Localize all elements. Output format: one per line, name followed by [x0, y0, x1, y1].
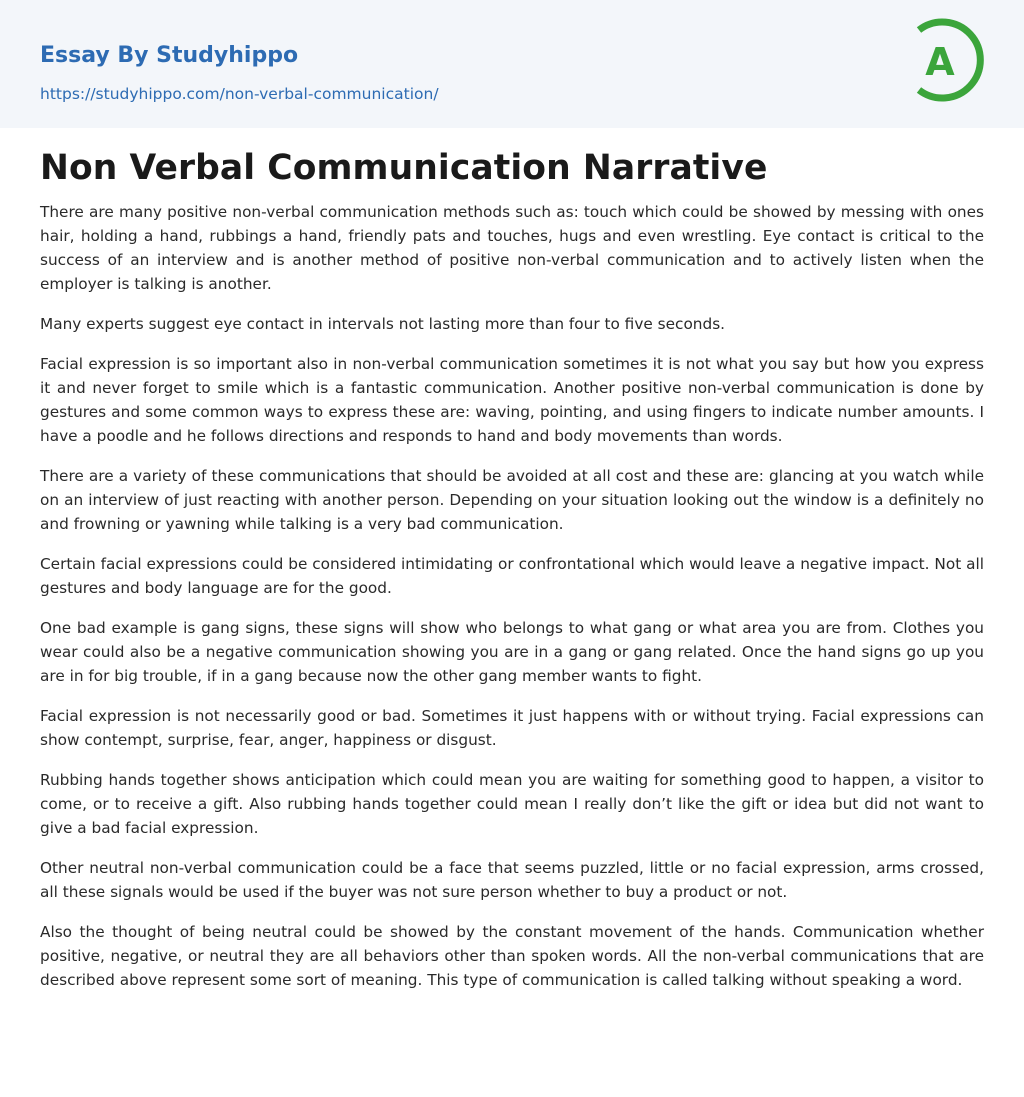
paragraph-1: There are many positive non-verbal communication methods such as: touch which could be showed by messing with ones hair, holding a hand, rubbings a hand, friendly pats and touches, hugs and even wrestling. Eye contact is critical to the success of an interview and is another method of positive non-verbal communication and to actively listen when the employer is talking is another.	[40, 203, 984, 293]
page-title: Non Verbal Communication Narrative	[40, 148, 768, 188]
logo-a-icon[interactable]	[906, 18, 988, 108]
paragraph-2: Many experts suggest eye contact in intervals not lasting more than four to five seconds.	[40, 315, 726, 333]
article-body	[40, 200, 984, 1008]
source-url-link[interactable]: https://studyhippo.com/non-verbal-communication/	[40, 85, 439, 103]
paragraph-6: One bad example is gang signs, these signs will show who belongs to what gang or what area you are from. Clothes you wear could also be a negative communication showing you are in a gang or gang related. Once the hand signs go up you are in for big trouble, if in a gang because now the other gang member wants to fight.	[40, 619, 984, 685]
paragraph-8: Rubbing hands together shows anticipation which could mean you are waiting for something good to happen, a visitor to come, or to receive a gift. Also rubbing hands together could mean I really don’t like the gift or idea but did not want to give a bad facial expression.	[40, 771, 984, 837]
paragraph-4: There are a variety of these communications that should be avoided at all cost and these are: glancing at you watch while on an interview of just reacting with another person. Depending on your situation looking out the window is a definitely no and frowning or yawning while talking is a very bad communication.	[40, 467, 984, 533]
paragraph-5: Certain facial expressions could be considered intimidating or confrontational which would leave a negative impact. Not all gestures and body language are for the good.	[40, 555, 984, 597]
paragraph-10: Also the thought of being neutral could be showed by the constant movement of the hands. Communication whether positive, negative, or neutral they are all behaviors other than spoken words. All the non-verbal communications that are described above represent some sort of meaning. This type of communication is called talking without speaking a word.	[40, 923, 984, 989]
site-header	[0, 0, 1024, 128]
paragraph-9: Other neutral non-verbal communication could be a face that seems puzzled, little or no facial expression, arms crossed, all these signals would be used if the buyer was not sure person whether to buy a product or not.	[40, 859, 984, 901]
paragraph-7: Facial expression is not necessarily good or bad. Sometimes it just happens with or without trying. Facial expressions can show contempt, surprise, fear, anger, happiness or disgust.	[40, 707, 984, 749]
brand-title[interactable]: Essay By Studyhippo	[40, 43, 299, 68]
paragraph-3: Facial expression is so important also in non-verbal communication sometimes it is not what you say but how you express it and never forget to smile which is a fantastic communication. Another positive non-verbal communication is done by gestures and some common ways to express these are: waving, pointing, and using fingers to indicate number amounts. I have a poodle and he follows directions and responds to hand and body movements than words.	[40, 355, 984, 445]
logo-letter: A	[925, 40, 955, 84]
